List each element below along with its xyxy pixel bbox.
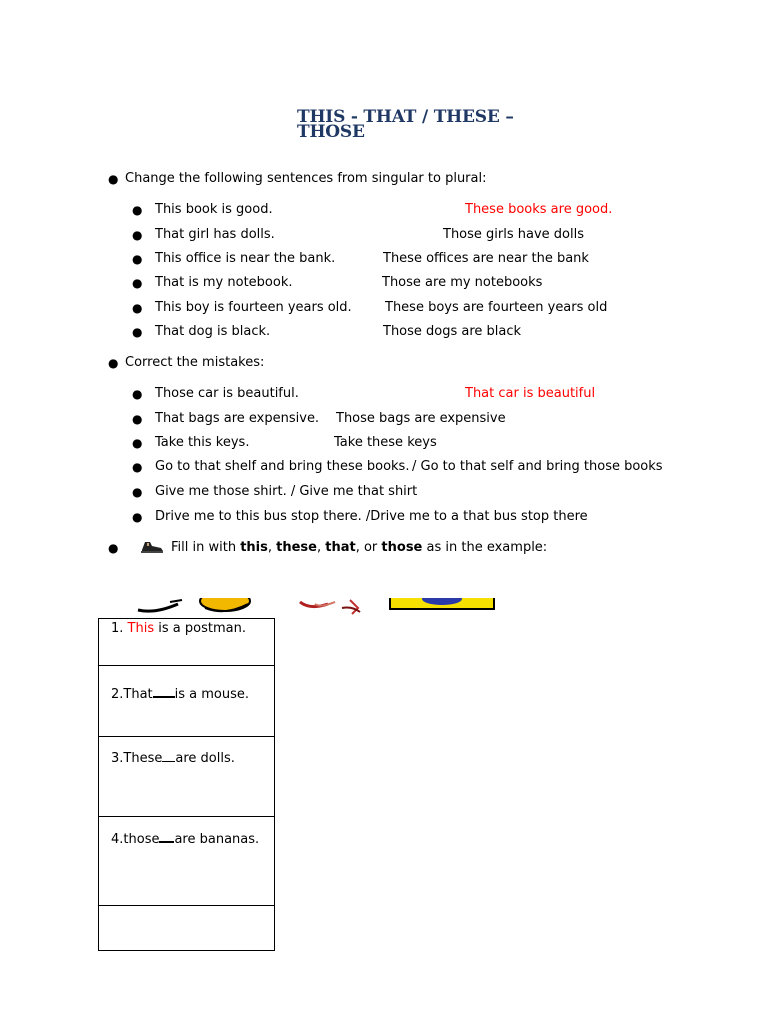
question-text: Those car is beautiful.: [155, 386, 299, 401]
item-text: Give me those shirt. / Give me that shirt: [155, 484, 418, 499]
table-cell: [99, 737, 275, 817]
question-text: This office is near the bank.: [155, 251, 336, 266]
answer-text: / Go to that self and bring those books: [412, 459, 663, 474]
writing-hand-icon: [140, 540, 164, 559]
instruction-text: Correct the mistakes:: [125, 355, 265, 370]
table-row: [99, 817, 275, 906]
bullet-icon: ●: [132, 387, 143, 401]
answer-text: Those girls have dolls: [443, 227, 584, 242]
item-text: Drive me to this bus stop there. /Drive me to a that bus stop there: [155, 509, 588, 524]
clipart-strip: [130, 598, 510, 616]
answer-text: Those dogs are black: [383, 324, 522, 339]
table-cell: [99, 619, 275, 666]
question-text: That bags are expensive.: [155, 411, 320, 426]
question-text: That is my notebook.: [155, 275, 293, 290]
example-word: This: [127, 621, 155, 636]
table-row: [99, 619, 275, 666]
blank-line: [159, 829, 174, 843]
bullet-icon: ●: [132, 301, 143, 315]
filled-word: 3.These: [111, 751, 163, 766]
bullet-icon: ●: [132, 325, 143, 339]
table-cell: [99, 666, 275, 737]
answer-text: These boys are fourteen years old: [385, 300, 608, 315]
bullet-icon: ●: [108, 172, 119, 186]
item-number: 1.: [111, 621, 128, 636]
word-this: this: [240, 540, 268, 555]
blank-line: [153, 684, 175, 698]
bullet-icon: ●: [132, 436, 143, 450]
table-row: [99, 737, 275, 817]
fill-instruction: [171, 539, 547, 557]
bullet-icon: ●: [132, 412, 143, 426]
bullet-icon: ●: [132, 485, 143, 499]
blank-line: [162, 749, 175, 762]
bullet-icon: ●: [132, 510, 143, 524]
question-text: Take this keys.: [155, 435, 250, 450]
answer-text: Those are my notebooks: [382, 275, 543, 290]
bullet-icon: ●: [132, 460, 143, 474]
table-cell: [99, 906, 275, 951]
item-text: is a mouse.: [174, 687, 250, 702]
table-row: [99, 666, 275, 737]
bullet-icon: ●: [132, 252, 143, 266]
separator: , or: [355, 540, 382, 555]
bullet-icon: ●: [108, 356, 119, 370]
fill-in-table: [98, 618, 275, 951]
answer-text: That car is beautiful: [465, 386, 596, 401]
bullet-icon: ●: [108, 541, 119, 555]
table-row: [99, 906, 275, 951]
answer-text: These offices are near the bank: [383, 251, 589, 266]
filled-word: 4.those: [111, 832, 160, 847]
bullet-icon: ●: [132, 203, 143, 217]
answer-text: These books are good.: [465, 202, 613, 217]
word-these: these: [276, 540, 317, 555]
word-that: that: [325, 540, 356, 555]
bullet-icon: ●: [132, 276, 143, 290]
item-text: are bananas.: [174, 832, 260, 847]
item-text: are dolls.: [175, 751, 235, 766]
question-text: This boy is fourteen years old.: [155, 300, 352, 315]
word-those: those: [381, 540, 423, 555]
question-text: This book is good.: [155, 202, 273, 217]
instruction-prefix: Fill in with: [171, 540, 241, 555]
filled-word: 2.That: [111, 687, 153, 702]
answer-text: Those bags are expensive: [336, 411, 506, 426]
bullet-icon: ●: [132, 228, 143, 242]
separator: ,: [267, 540, 277, 555]
question-text: That girl has dolls.: [155, 227, 275, 242]
table-cell: [99, 817, 275, 906]
separator: ,: [316, 540, 326, 555]
answer-text: Take these keys: [334, 435, 437, 450]
instruction-text: Change the following sentences from singular to plural:: [125, 171, 487, 186]
item-text: is a postman.: [154, 621, 246, 636]
question-text: Go to that shelf and bring these books.: [155, 459, 410, 474]
question-text: That dog is black.: [155, 324, 271, 339]
page-title: THIS - THAT / THESE – THOSE: [297, 107, 514, 142]
instruction-suffix: as in the example:: [422, 540, 548, 555]
